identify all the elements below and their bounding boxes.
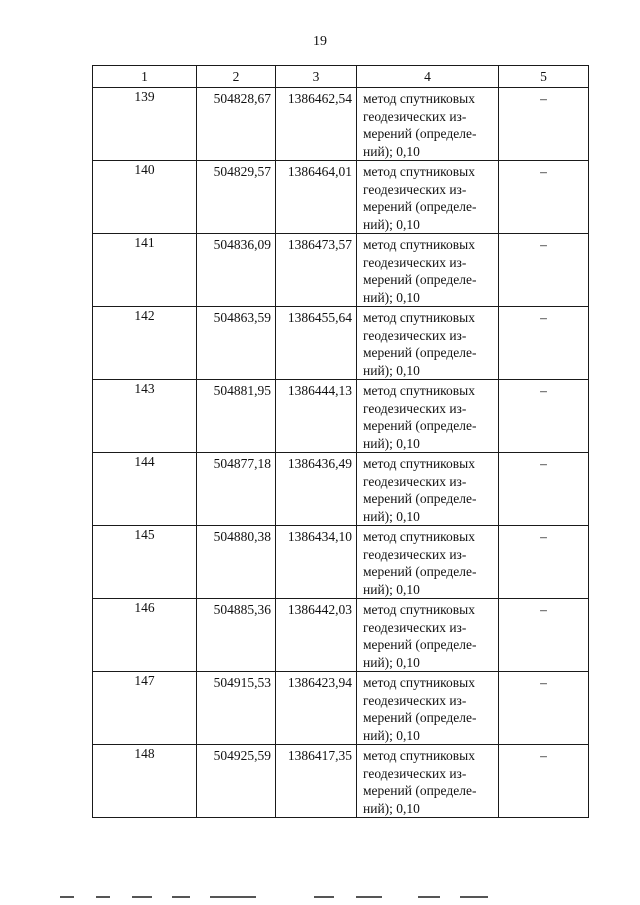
note-cell: – xyxy=(499,453,589,526)
method-line: метод спутниковых xyxy=(363,748,475,763)
y-coordinate-cell: 1386473,57 xyxy=(276,234,357,307)
x-coordinate-cell: 504863,59 xyxy=(197,307,276,380)
method-line: метод спутниковых xyxy=(363,529,475,544)
note-cell: – xyxy=(499,672,589,745)
table-header xyxy=(93,66,589,88)
method-line: геодезических из- xyxy=(363,619,467,635)
coordinates-table xyxy=(92,65,589,818)
table-row xyxy=(93,745,589,818)
point-number-cell: 143 xyxy=(93,380,197,453)
method-line: геодезических из- xyxy=(363,400,467,416)
y-coordinate-cell: 1386442,03 xyxy=(276,599,357,672)
method-cell xyxy=(357,672,499,745)
method-line: метод спутниковых xyxy=(363,456,475,471)
method-line: метод спутниковых xyxy=(363,602,475,617)
method-line: мерений (определе- xyxy=(363,710,477,725)
table-row xyxy=(93,453,589,526)
point-number-cell: 144 xyxy=(93,453,197,526)
point-number-cell: 140 xyxy=(93,161,197,234)
method-cell xyxy=(357,161,499,234)
method-line: геодезических из- xyxy=(363,327,467,343)
y-coordinate-cell: 1386444,13 xyxy=(276,380,357,453)
table-row xyxy=(93,307,589,380)
table-row xyxy=(93,234,589,307)
header-cell-4: 4 xyxy=(357,66,499,88)
point-number-cell: 141 xyxy=(93,234,197,307)
table-row xyxy=(93,672,589,745)
method-line: геодезических из- xyxy=(363,254,467,270)
header-cell-2: 2 xyxy=(197,66,276,88)
method-line: ний); 0,10 xyxy=(363,508,420,524)
method-line: метод спутниковых xyxy=(363,91,475,106)
y-coordinate-cell: 1386417,35 xyxy=(276,745,357,818)
y-coordinate-cell: 1386464,01 xyxy=(276,161,357,234)
method-line: ний); 0,10 xyxy=(363,800,420,816)
method-line: ний); 0,10 xyxy=(363,362,420,378)
method-line: метод спутниковых xyxy=(363,164,475,179)
method-line: геодезических из- xyxy=(363,546,467,562)
method-line: ний); 0,10 xyxy=(363,216,420,232)
note-cell: – xyxy=(499,234,589,307)
table-body xyxy=(93,88,589,818)
table-header-row xyxy=(93,66,589,88)
method-line: геодезических из- xyxy=(363,692,467,708)
method-line: геодезических из- xyxy=(363,108,467,124)
method-line: метод спутниковых xyxy=(363,237,475,252)
y-coordinate-cell: 1386455,64 xyxy=(276,307,357,380)
method-line: мерений (определе- xyxy=(363,783,477,798)
point-number-cell: 146 xyxy=(93,599,197,672)
x-coordinate-cell: 504880,38 xyxy=(197,526,276,599)
x-coordinate-cell: 504829,57 xyxy=(197,161,276,234)
note-cell: – xyxy=(499,745,589,818)
method-line: мерений (определе- xyxy=(363,418,477,433)
table-row xyxy=(93,161,589,234)
method-cell xyxy=(357,88,499,161)
y-coordinate-cell: 1386436,49 xyxy=(276,453,357,526)
x-coordinate-cell: 504885,36 xyxy=(197,599,276,672)
point-number-cell: 147 xyxy=(93,672,197,745)
x-coordinate-cell: 504881,95 xyxy=(197,380,276,453)
note-cell: – xyxy=(499,526,589,599)
method-cell xyxy=(357,380,499,453)
header-cell-5: 5 xyxy=(499,66,589,88)
method-line: мерений (определе- xyxy=(363,637,477,652)
method-cell xyxy=(357,453,499,526)
method-line: ний); 0,10 xyxy=(363,727,420,743)
method-line: мерений (определе- xyxy=(363,199,477,214)
y-coordinate-cell: 1386462,54 xyxy=(276,88,357,161)
method-cell xyxy=(357,745,499,818)
table-row xyxy=(93,526,589,599)
x-coordinate-cell: 504877,18 xyxy=(197,453,276,526)
method-line: мерений (определе- xyxy=(363,272,477,287)
point-number-cell: 145 xyxy=(93,526,197,599)
method-line: мерений (определе- xyxy=(363,491,477,506)
note-cell: – xyxy=(499,380,589,453)
method-line: ний); 0,10 xyxy=(363,654,420,670)
table-row xyxy=(93,380,589,453)
note-cell: – xyxy=(499,307,589,380)
method-line: метод спутниковых xyxy=(363,383,475,398)
method-line: геодезических из- xyxy=(363,765,467,781)
method-line: ний); 0,10 xyxy=(363,435,420,451)
method-line: ний); 0,10 xyxy=(363,581,420,597)
note-cell: – xyxy=(499,161,589,234)
method-line: метод спутниковых xyxy=(363,310,475,325)
method-line: геодезических из- xyxy=(363,473,467,489)
x-coordinate-cell: 504925,59 xyxy=(197,745,276,818)
method-line: ний); 0,10 xyxy=(363,143,420,159)
page-number: 19 xyxy=(313,34,327,49)
point-number-cell: 148 xyxy=(93,745,197,818)
method-cell xyxy=(357,526,499,599)
note-cell: – xyxy=(499,599,589,672)
x-coordinate-cell: 504828,67 xyxy=(197,88,276,161)
note-cell: – xyxy=(499,88,589,161)
scan-artifacts xyxy=(60,896,580,902)
method-line: мерений (определе- xyxy=(363,345,477,360)
method-cell xyxy=(357,307,499,380)
method-cell xyxy=(357,234,499,307)
point-number-cell: 142 xyxy=(93,307,197,380)
y-coordinate-cell: 1386434,10 xyxy=(276,526,357,599)
method-line: мерений (определе- xyxy=(363,126,477,141)
method-line: ний); 0,10 xyxy=(363,289,420,305)
x-coordinate-cell: 504836,09 xyxy=(197,234,276,307)
x-coordinate-cell: 504915,53 xyxy=(197,672,276,745)
header-cell-3: 3 xyxy=(276,66,357,88)
header-cell-1: 1 xyxy=(93,66,197,88)
method-line: метод спутниковых xyxy=(363,675,475,690)
table-row xyxy=(93,599,589,672)
method-line: мерений (определе- xyxy=(363,564,477,579)
method-line: геодезических из- xyxy=(363,181,467,197)
y-coordinate-cell: 1386423,94 xyxy=(276,672,357,745)
table-row xyxy=(93,88,589,161)
method-cell xyxy=(357,599,499,672)
point-number-cell: 139 xyxy=(93,88,197,161)
